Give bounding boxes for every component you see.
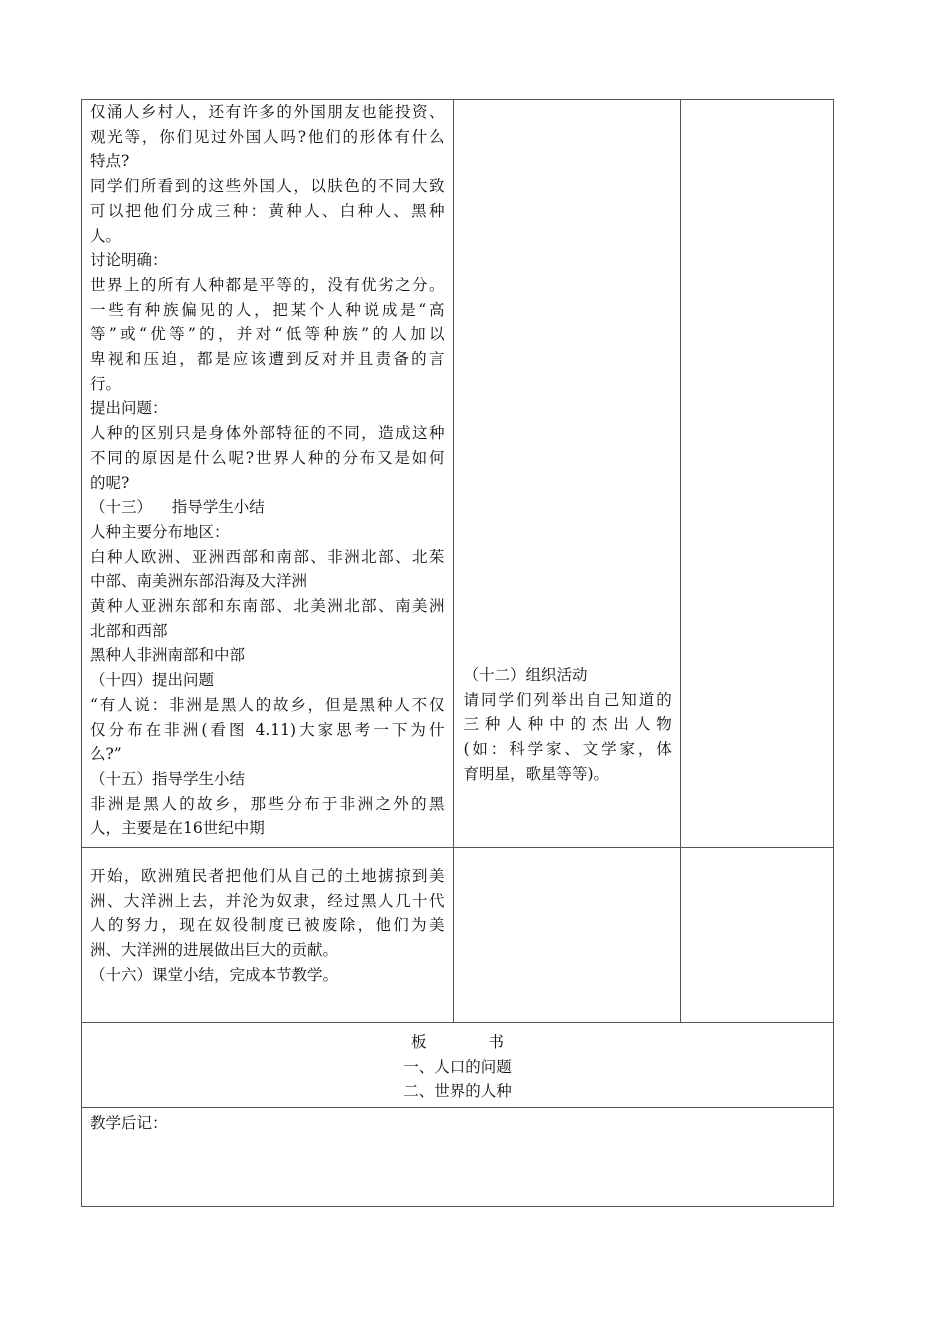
blackboard-heading-right: 书 bbox=[488, 1033, 505, 1051]
text-line: 洲、大洋洲的进展做出巨大的贡献。 bbox=[90, 941, 339, 960]
table-row bbox=[82, 1108, 834, 1207]
text-line: 行。 bbox=[90, 374, 122, 393]
text-line: 仅涌人乡村人，还有许多的外国朋友也能投资、 bbox=[90, 103, 445, 121]
text-line: （十四）提出问题 bbox=[90, 671, 215, 690]
text-line: 请同学们列举出自己知道的 bbox=[463, 690, 672, 709]
blackboard-block bbox=[82, 1023, 833, 1104]
text-line: 开始，欧洲殖民者把他们从自己的土地掳掠到美 bbox=[90, 867, 445, 885]
table-row bbox=[82, 1023, 834, 1108]
text-line: 非洲是黑人的故乡，那些分布于非洲之外的黑 bbox=[90, 794, 445, 813]
blackboard-item: 一、人口的问题 bbox=[403, 1057, 512, 1076]
teaching-process-cell bbox=[82, 848, 454, 1023]
text-line: 不同的原因是什么呢?世界人种的分布又是如何 bbox=[90, 448, 445, 467]
blackboard-heading bbox=[82, 1030, 833, 1055]
notes-cell bbox=[680, 848, 833, 1023]
postscript-label: 教学后记： bbox=[90, 1114, 168, 1132]
text-line: 么?” bbox=[90, 745, 122, 764]
student-activity-cell bbox=[454, 100, 680, 848]
text-line: 等”或“优等”的，并对“低等种族”的人加以 bbox=[90, 325, 445, 344]
text-line: 特点? bbox=[90, 152, 130, 171]
text-line: 黄种人亚洲东部和东南部、北美洲北部、南美洲 bbox=[90, 597, 445, 616]
text-line: 同学们所看到的这些外国人，以肤色的不同大致 bbox=[90, 177, 445, 196]
text-line: （十二）组织活动 bbox=[463, 666, 588, 684]
text-line: 卑视和压迫，都是应该遭到反对并且责备的言 bbox=[90, 350, 445, 369]
teaching-process-cell bbox=[82, 100, 454, 848]
student-activity-cell bbox=[454, 848, 680, 1023]
activity-block bbox=[463, 663, 671, 787]
text-line: (如：科学家、文学家，体 bbox=[463, 740, 672, 759]
text-line: 三种人种中的杰出人物 bbox=[463, 715, 672, 734]
text-line: 世界上的所有人种都是平等的，没有优劣之分。 bbox=[90, 275, 445, 294]
text-line: 一些有种族偏见的人，把某个人种说成是“高 bbox=[90, 300, 445, 319]
notes-cell bbox=[680, 100, 833, 848]
text-line: 人。 bbox=[90, 226, 122, 245]
text-line: 育明星，歌星等等)。 bbox=[463, 764, 610, 783]
text-line: 观光等，你们见过外国人吗?他们的形体有什么 bbox=[90, 127, 445, 146]
text-line: 人，主要是在16世纪中期 bbox=[90, 819, 265, 838]
text-line: （十三） 指导学生小结 bbox=[90, 498, 265, 517]
text-line: 洲、大洋洲上去，并沦为奴隶，经过黑人几十代 bbox=[90, 891, 445, 910]
text-line: 白种人欧洲、亚洲西部和南部、非洲北部、北茱 bbox=[90, 547, 445, 566]
blackboard-heading-left: 板 bbox=[410, 1033, 427, 1051]
text-line: 人种的区别只是身体外部特征的不同，造成这种 bbox=[90, 424, 445, 443]
text-line: （十六）课堂小结，完成本节教学。 bbox=[90, 965, 339, 984]
text-line: 讨论明确： bbox=[90, 251, 168, 270]
postscript-cell bbox=[82, 1108, 834, 1207]
text-line: 提出问题： bbox=[90, 399, 168, 418]
table-row bbox=[82, 100, 834, 848]
text-line: 的呢? bbox=[90, 473, 130, 492]
table-row bbox=[82, 848, 834, 1023]
text-line: 黑种人非洲南部和中部 bbox=[90, 646, 246, 665]
blackboard-item: 二、世界的人种 bbox=[403, 1082, 512, 1101]
text-line: 人种主要分布地区： bbox=[90, 522, 230, 541]
text-line: 人的努力，现在奴役制度已被废除，他们为美 bbox=[90, 916, 445, 935]
blackboard-cell bbox=[82, 1023, 834, 1108]
text-line: （十五）指导学生小结 bbox=[90, 769, 246, 788]
text-line: “有人说：非洲是黑人的故乡，但是黑种人不仅 bbox=[90, 695, 445, 714]
lesson-plan-table bbox=[81, 99, 834, 1207]
text-line: 仅分布在非洲(看图 4.11)大家思考一下为什 bbox=[90, 720, 445, 739]
text-line: 北部和西部 bbox=[90, 621, 168, 640]
text-line: 中部、南美洲东部沿海及大洋洲 bbox=[90, 572, 308, 591]
text-line: 可以把他们分成三种：黄种人、白种人、黑种 bbox=[90, 201, 445, 220]
